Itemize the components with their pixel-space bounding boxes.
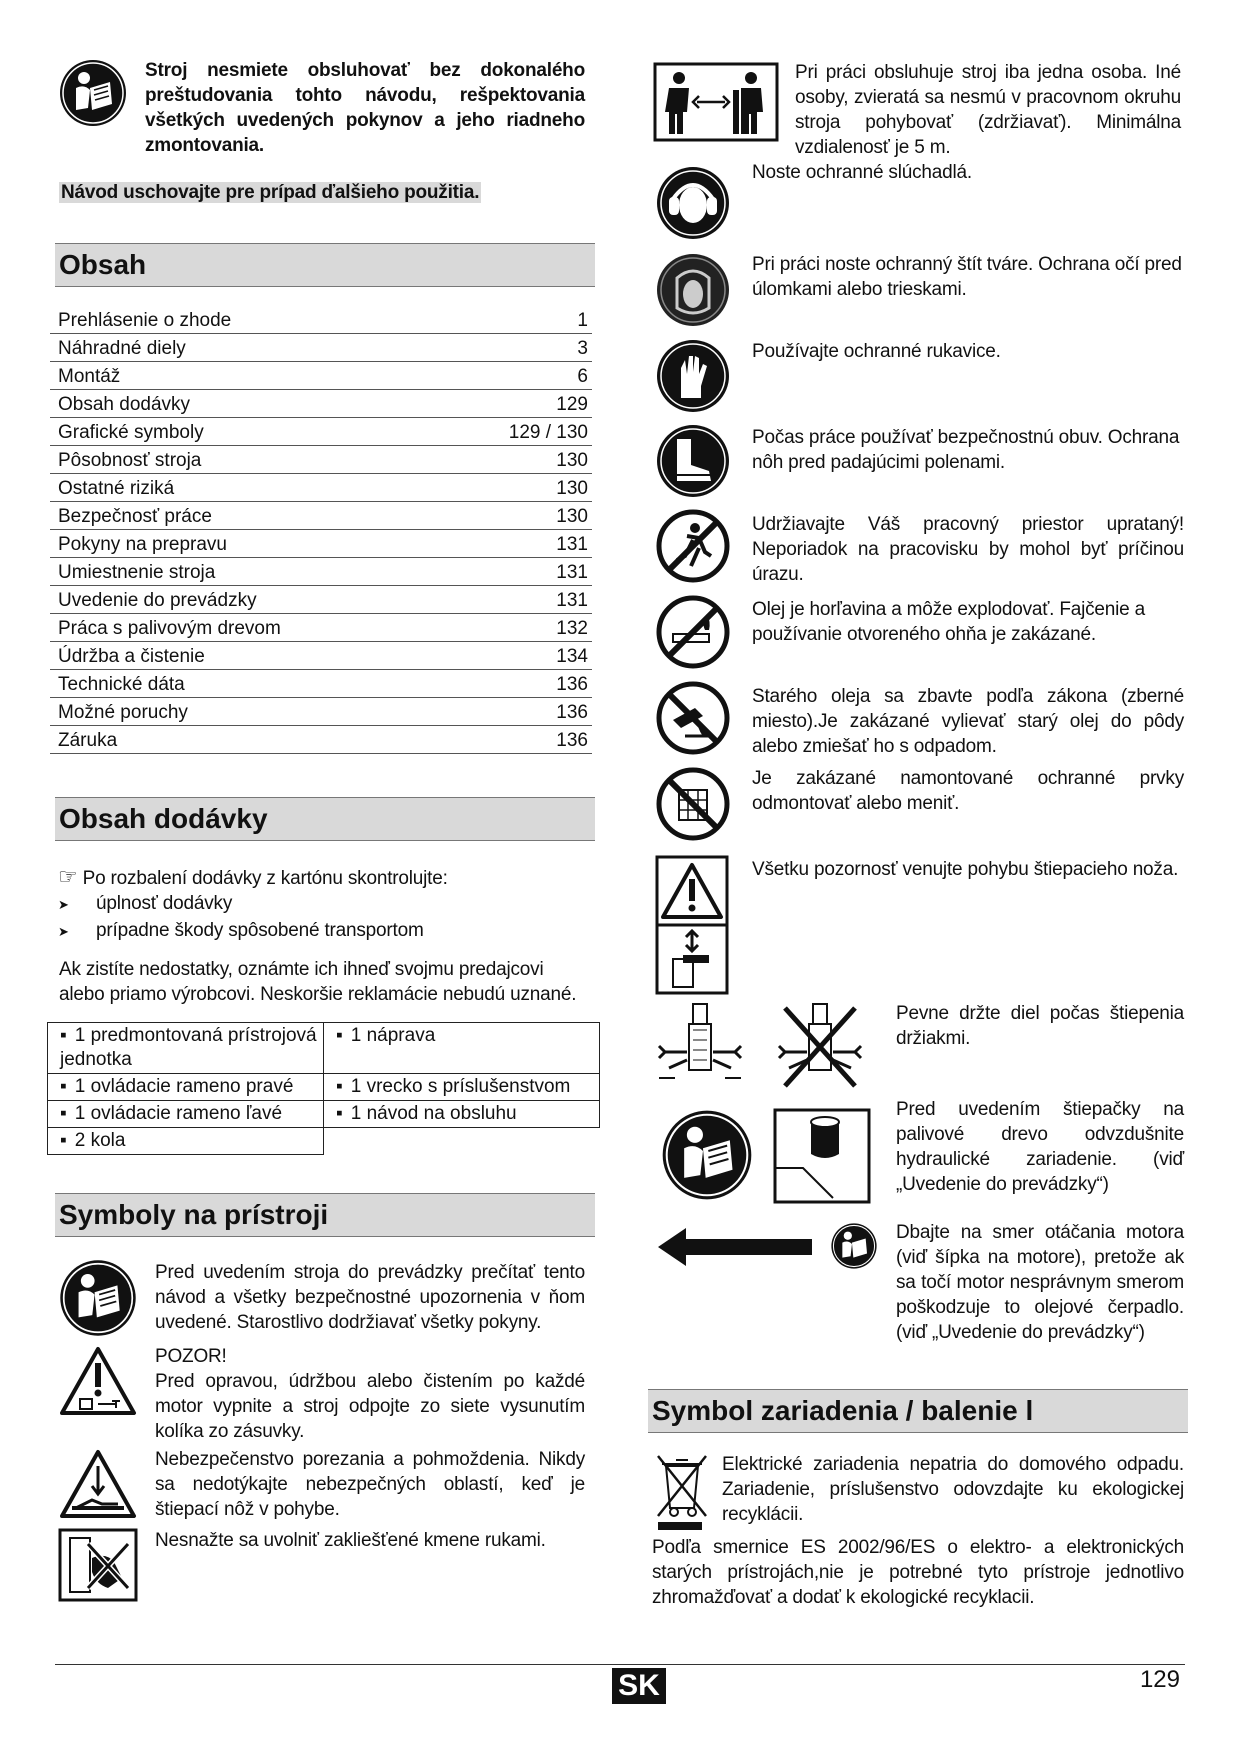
toc-label: Práca s palivovým drevom — [58, 618, 281, 639]
toc-label: Bezpečnosť práce — [58, 506, 212, 527]
blade-warning-icon — [655, 855, 729, 995]
toc-page: 131 — [556, 562, 588, 583]
delivery-check-1: ➤ úplnosť dodávky — [58, 891, 232, 917]
delivery-item: ▪ 1 ovládacie rameno ľavé — [48, 1101, 324, 1128]
intro-warning: Stroj nesmiete obsluhovať bez dokonalého preštudovania tohto návodu, rešpektovania všetkých uvedených pokynov a jeho riadneho zmontovania. — [145, 60, 585, 156]
toc-page: 136 — [556, 674, 588, 695]
guards-text: Je zakázané namontované ochranné prvky odmontovať alebo meniť. — [752, 768, 1184, 814]
delivery-item: ▪ 1 vrecko s príslušenstvom — [324, 1074, 600, 1101]
toc-row — [50, 306, 592, 334]
face-shield-icon — [655, 252, 731, 328]
caution-title: POZOR! — [155, 1346, 227, 1367]
directive-text: Podľa smernice ES 2002/96/ES o elektro- a elektronických starých prístrojách,nie je potrebné tyto prístroje jednotlivo zhromažďovať a dodať k ekologické recyklacii. — [652, 1537, 1184, 1608]
toc-heading: Obsah — [55, 243, 595, 287]
toc-row — [50, 334, 592, 362]
delivery-item: ▪ 1 predmontovaná prístrojová jednotka — [48, 1023, 324, 1074]
delivery-notice: Ak zistíte nedostatky, oznámte ich ihneď svojmu predajcovi alebo priamo výrobcovi. Neskoršie reklamácie nebudú uznané. — [59, 959, 577, 1005]
delivery-check-2: ➤ prípadne škody spôsobené transportom — [58, 918, 424, 944]
toc-page: 131 — [556, 590, 588, 611]
read-manual-icon — [58, 58, 128, 128]
toc-row — [50, 698, 592, 726]
language-badge: SK — [612, 1668, 666, 1704]
weee-bin-icon — [652, 1450, 712, 1532]
toc-row — [50, 362, 592, 390]
read-manual-icon — [660, 1108, 754, 1202]
toc-row — [50, 474, 592, 502]
cut-hazard-text: Nebezpečenstvo porezania a pohmoždenia. Nikdy sa nedotýkajte nebezpečných oblastí, keď je štiepací nôž v pohybe. — [155, 1449, 585, 1520]
vent-hydraulics-text: Pred uvedením štiepačky na palivové drevo odvzdušnite hydraulické zariadenie. (viď „Uvedenie do prevádzky“) — [896, 1099, 1184, 1195]
safety-boots-icon — [655, 423, 731, 499]
toc-page: 131 — [556, 534, 588, 555]
read-manual-icon — [830, 1222, 878, 1270]
toc-page: 3 — [577, 338, 588, 359]
delivery-item: ▪ 1 náprava — [324, 1023, 600, 1074]
ear-protection-icon — [655, 165, 731, 241]
toc-page: 129 / 130 — [508, 422, 588, 443]
toc-row — [50, 418, 592, 446]
keep-manual-note: Návod uschovajte pre prípad ďalšieho použitia. — [61, 182, 480, 203]
delivery-item: ▪ 1 ovládacie rameno pravé — [48, 1074, 324, 1101]
ear-protection-text: Noste ochranné slúchadlá. — [752, 162, 972, 183]
toc-row — [50, 502, 592, 530]
toc-page: 134 — [556, 646, 588, 667]
toc-label: Možné poruchy — [58, 702, 188, 723]
toc-page: 130 — [556, 478, 588, 499]
read-manual-icon — [58, 1258, 138, 1338]
toc-label: Prehlásenie o zhode — [58, 310, 232, 331]
toc-row — [50, 614, 592, 642]
weee-text: Elektrické zariadenia nepatria do domového odpadu. Zariadenie, príslušenstvo odovzdajte ku ekologickej recyklácii. — [722, 1454, 1184, 1525]
toc-label: Záruka — [58, 730, 118, 751]
hold-with-handles-icon — [655, 1000, 745, 1094]
delivery-item: ▪ 1 návod na obsluhu — [324, 1101, 600, 1128]
arrow-bullet-icon: ➤ — [58, 897, 69, 912]
page-number: 129 — [1139, 1666, 1180, 1693]
toc-row — [50, 642, 592, 670]
footer-divider — [55, 1664, 1185, 1665]
toc-page: 136 — [556, 702, 588, 723]
fire-hazard-text: Olej je horľavina a môže explodovať. Fajčenie a používanie otvoreného ohňa je zakázané. — [752, 599, 1145, 645]
toc-label: Údržba a čistenie — [58, 646, 205, 667]
safety-boots-text: Počas práce používať bezpečnostnú obuv. Ochrana nôh pred padajúcimi polenami. — [752, 427, 1180, 473]
toc-row — [50, 726, 592, 754]
toc-row — [50, 446, 592, 474]
no-guard-removal-icon — [655, 766, 731, 842]
toc-label: Umiestnenie stroja — [58, 562, 216, 583]
toc-label: Uvedenie do prevádzky — [58, 590, 257, 611]
blade-attention-text: Všetku pozornosť venujte pohybu štiepacieho noža. — [752, 859, 1179, 880]
caution-text: Pred opravou, údržbou alebo čistením po každé motor vypnite a stroj odpojte zo siete vysunutím kolíka zo zásuvky. — [155, 1371, 585, 1442]
warning-unplug-icon — [58, 1345, 138, 1417]
pointing-hand-icon: ☞ — [58, 864, 78, 889]
disposal-heading: Symbol zariadenia / balenie l — [648, 1389, 1188, 1433]
hold-handles-text: Pevne držte diel počas štiepenia držiakmi. — [896, 1003, 1184, 1049]
toc-label: Ostatné riziká — [58, 478, 175, 499]
one-person-text: Pri práci obsluhuje stroj iba jedna osoba. Iné osoby, zvieratá sa nesmú v pracovnom okruhu stroja pohybovať (zdržiavať). Minimálna vzdialenosť je 5 m. — [795, 62, 1181, 158]
toc-label: Technické dáta — [58, 674, 185, 695]
toc-row — [50, 670, 592, 698]
toc-row — [50, 390, 592, 418]
jammed-text: Nesnažte sa uvolniť zakliešťené kmene rukami. — [155, 1530, 546, 1551]
hydraulic-vent-icon — [773, 1108, 871, 1204]
delivery-item: ▪ 2 kola — [48, 1128, 324, 1155]
toc-page: 136 — [556, 730, 588, 751]
toc-row — [50, 558, 592, 586]
toc-label: Pokyny na prepravu — [58, 534, 227, 555]
toc-page: 129 — [556, 394, 588, 415]
no-hands-jammed-icon — [58, 1528, 138, 1602]
no-smoking-fire-icon — [655, 594, 731, 670]
toc-page: 130 — [556, 450, 588, 471]
delivery-heading: Obsah dodávky — [55, 797, 595, 841]
toc-label: Grafické symboly — [58, 422, 204, 443]
gloves-text: Používajte ochranné rukavice. — [752, 341, 1001, 362]
arrow-bullet-icon: ➤ — [58, 924, 69, 939]
no-oil-dumping-icon — [655, 680, 731, 756]
cut-hazard-icon — [58, 1448, 138, 1520]
rotation-text: Dbajte na smer otáčania motora (viď šípka na motore), pretože ak sa točí motor nesprávnym smerom poškodzuje to olejové čerpadlo. (viď „Uvedenie do prevádzky“) — [896, 1222, 1184, 1343]
toc-label: Obsah dodávky — [58, 394, 191, 415]
no-hold-by-hand-icon — [775, 1000, 865, 1094]
toc-page: 132 — [556, 618, 588, 639]
gloves-icon — [655, 338, 731, 414]
toc-row — [50, 586, 592, 614]
delivery-check-intro: ☞ Po rozbalení dodávky z kartónu skontrolujte: — [58, 864, 448, 889]
delivery-items-table — [47, 1022, 600, 1155]
tidy-workspace-text: Udržiavajte Váš pracovný priestor uprataný! Neporiadok na pracovisku by mohol byť príčinou úrazu. — [752, 514, 1184, 585]
old-oil-text: Starého oleja sa zbavte podľa zákona (zberné miesto).Je zakázané vylievať starý olej do pôdy alebo zmiešať ho s odpadom. — [752, 686, 1184, 757]
toc-label: Montáž — [58, 366, 121, 387]
toc-page: 130 — [556, 506, 588, 527]
toc-row — [50, 530, 592, 558]
one-person-distance-icon — [653, 62, 779, 142]
table-of-contents — [50, 306, 592, 754]
toc-label: Náhradné diely — [58, 338, 186, 359]
toc-label: Pôsobnosť stroja — [58, 450, 202, 471]
toc-page: 1 — [577, 310, 588, 331]
no-obstacles-icon — [655, 508, 731, 584]
symbol-read-manual-text: Pred uvedením stroja do prevádzky prečítať tento návod a všetky bezpečnostné upozornenia v ňom uvedené. Starostlivo dodržiavať všetky pokyny. — [155, 1262, 585, 1333]
toc-page: 6 — [577, 366, 588, 387]
face-shield-text: Pri práci noste ochranný štít tváre. Ochrana očí pred úlomkami alebo trieskami. — [752, 254, 1182, 300]
symbols-heading: Symboly na prístroji — [55, 1193, 595, 1237]
rotation-direction-arrow-icon — [656, 1226, 814, 1268]
